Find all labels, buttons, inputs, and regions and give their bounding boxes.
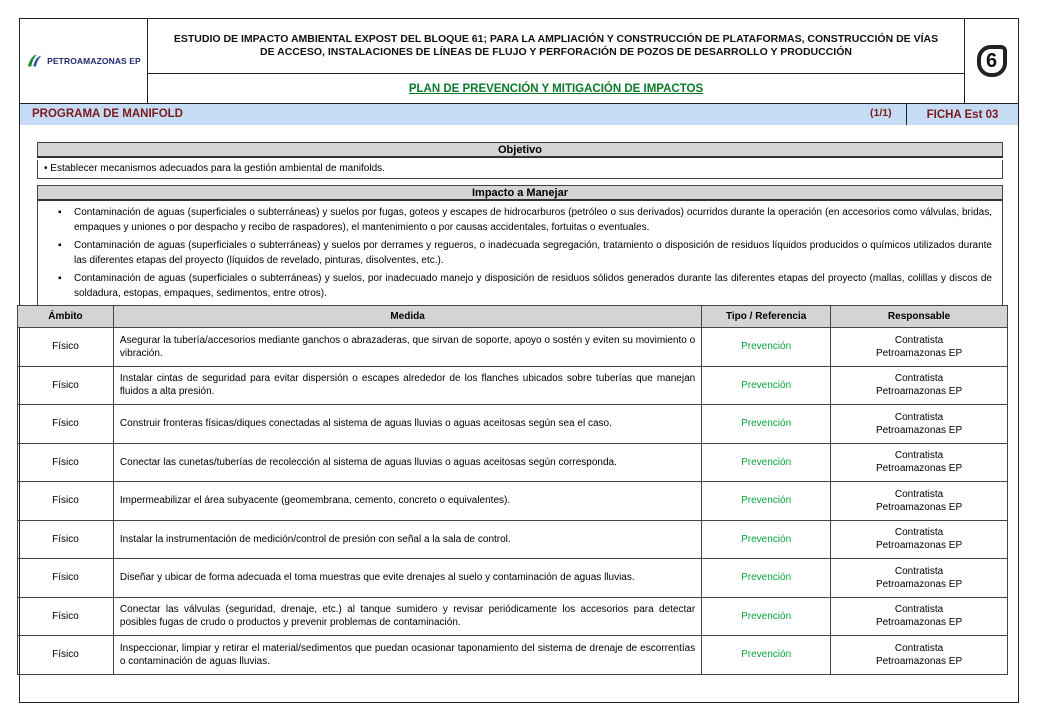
resp-contratista: Contratista [894,334,944,346]
table-row [18,559,1008,598]
logo-cell [20,19,148,103]
resp-contratista: Contratista [894,411,944,423]
table-row [18,443,1008,482]
cell-ambito: Físico [18,328,114,367]
table-row [18,636,1008,675]
resp-petroamazonas: Petroamazonas EP [875,463,963,475]
resp-contratista: Contratista [894,604,944,616]
table-row [18,328,1008,367]
cell-medida: Conectar las cunetas/tuberías de recolección al sistema de aguas lluvias o aguas aceitosas según corresponda. [113,443,701,482]
cell-tipo: Prevención [702,597,831,636]
cell-medida: Impermeabilizar el área subyacente (geomembrana, cemento, concreto o equivalentes). [113,482,701,521]
header-responsable: Responsable [831,306,1008,328]
cell-ambito: Físico [18,405,114,444]
resp-petroamazonas: Petroamazonas EP [875,578,963,590]
page-indicator: (1/1) [870,107,892,119]
measures-table [17,305,1008,675]
header-medida: Medida [113,306,701,328]
impacto-body [37,201,1003,314]
objetivo-text: • Establecer mecanismos adecuados para la gestión ambiental de manifolds. [44,163,385,174]
cell-tipo: Prevención [702,443,831,482]
chapter-number-cell [964,19,1018,103]
impacto-item: ▪ Contaminación de aguas (superficiales o subterráneas) y suelos, por inadecuado manejo y disposición de residuos sólidos generados durante las diferentes etapas del proyecto (mallas, colillas y discos de soldadura, estopas, empaques, sedimentos, entre otros). [58,271,992,301]
cell-ambito: Físico [18,597,114,636]
resp-petroamazonas: Petroamazonas EP [875,655,963,667]
impacto-item: ▪ Contaminación de aguas (superficiales o subterráneas) y suelos por fugas, goteos y escapes de hidrocarburos (petróleo o sus derivados) ocurridos durante la operación (en accesorios como válvulas, bridas, empaques y uniones o por despacho y recibo de raspadores), el mantenimiento o por causas accidentales, fortuitas o eventuales. [58,205,992,235]
cell-responsable [831,443,1008,482]
cell-tipo: Prevención [702,559,831,598]
cell-responsable [831,520,1008,559]
resp-petroamazonas: Petroamazonas EP [875,424,963,436]
cell-tipo: Prevención [702,328,831,367]
document-title: ESTUDIO DE IMPACTO AMBIENTAL EXPOST DEL BLOQUE 61; PARA LA AMPLIACIÓN Y CONSTRUCCIÓN DE PLATAFORMAS, CONSTRUCCIÓN DE VÍAS DE ACCESO, INSTALACIONES DE LÍNEAS DE FLUJO Y PERFORACIÓN DE POZOS DE DESARROLLO Y PRODUCCIÓN [148,19,964,74]
cell-tipo: Prevención [702,520,831,559]
cell-medida: Construir fronteras físicas/diques conectadas al sistema de aguas lluvias o aguas aceitosas según sea el caso. [113,405,701,444]
ficha-code: FICHA Est 03 [906,104,1018,125]
resp-petroamazonas: Petroamazonas EP [875,386,963,398]
table-row [18,405,1008,444]
table-row [18,366,1008,405]
resp-petroamazonas: Petroamazonas EP [875,347,963,359]
petroamazonas-logo [26,52,141,70]
cell-responsable [831,597,1008,636]
cell-responsable [831,482,1008,521]
cell-medida: Instalar la instrumentación de medición/control de presión con señal a la sala de control. [113,520,701,559]
header-tipo: Tipo / Referencia [702,306,831,328]
cell-ambito: Físico [18,482,114,521]
header-ambito: Ámbito [18,306,114,328]
table-row [18,482,1008,521]
cell-tipo: Prevención [702,636,831,675]
resp-petroamazonas: Petroamazonas EP [875,617,963,629]
cell-responsable [831,636,1008,675]
petroamazonas-logo-icon [26,52,44,70]
resp-contratista: Contratista [894,642,944,654]
impacto-header: Impacto a Manejar [37,185,1003,201]
cell-ambito: Físico [18,366,114,405]
cell-medida: Diseñar y ubicar de forma adecuada el toma muestras que evite drenajes al suelo y contaminación de aguas lluvias. [113,559,701,598]
cell-ambito: Físico [18,520,114,559]
impacto-item: ▪ Contaminación de aguas (superficiales o subterráneas) y suelos por derrames y regueros, o inadecuada segregación, tratamiento o disposición de residuos líquidos producidos o químicos utilizados durante las diferentes etapas del proyecto (líquidos de revelado, pinturas, disolventes, etc.). [58,238,992,268]
cell-ambito: Físico [18,559,114,598]
cell-responsable [831,366,1008,405]
cell-tipo: Prevención [702,366,831,405]
objetivo-body [37,160,1003,179]
impacto-list [38,201,1002,307]
cell-medida: Asegurar la tubería/accesorios mediante ganchos o abrazaderas, que sirvan de soporte, apoyo o sostén y eviten su movimiento o vibración. [113,328,701,367]
resp-contratista: Contratista [894,565,944,577]
table-row [18,520,1008,559]
cell-tipo: Prevención [702,482,831,521]
cell-ambito: Físico [18,443,114,482]
resp-petroamazonas: Petroamazonas EP [875,501,963,513]
cell-medida: Inspeccionar, limpiar y retirar el material/sedimentos que puedan ocasionar taponamiento del sistema de drenaje de escorrentías o contaminación de aguas lluvias. [113,636,701,675]
cell-medida: Instalar cintas de seguridad para evitar dispersión o escapes alrededor de los flanches ubicados sobre tuberías que manejan fluidos a alta presión. [113,366,701,405]
cell-responsable [831,405,1008,444]
program-label: PROGRAMA DE MANIFOLD [32,108,183,120]
document-header [20,19,1018,125]
table-header-row [18,306,1008,328]
chapter-number-icon: 6 [977,45,1007,77]
resp-contratista: Contratista [894,488,944,500]
program-row [20,103,1018,125]
cell-ambito: Físico [18,636,114,675]
logo-text: PETROAMAZONAS EP [47,56,141,66]
cell-responsable [831,328,1008,367]
resp-petroamazonas: Petroamazonas EP [875,540,963,552]
resp-contratista: Contratista [894,373,944,385]
resp-contratista: Contratista [894,527,944,539]
cell-tipo: Prevención [702,405,831,444]
objetivo-header: Objetivo [37,142,1003,158]
table-row [18,597,1008,636]
cell-responsable [831,559,1008,598]
resp-contratista: Contratista [894,450,944,462]
plan-title: PLAN DE PREVENCIÓN Y MITIGACIÓN DE IMPACTOS [408,82,704,95]
cell-medida: Conectar las válvulas (seguridad, drenaje, etc.) al tanque sumidero y revisar periódicamente los accesorios para detectar posibles fugas de crudo o productos y prevenir problemas de contaminación. [113,597,701,636]
